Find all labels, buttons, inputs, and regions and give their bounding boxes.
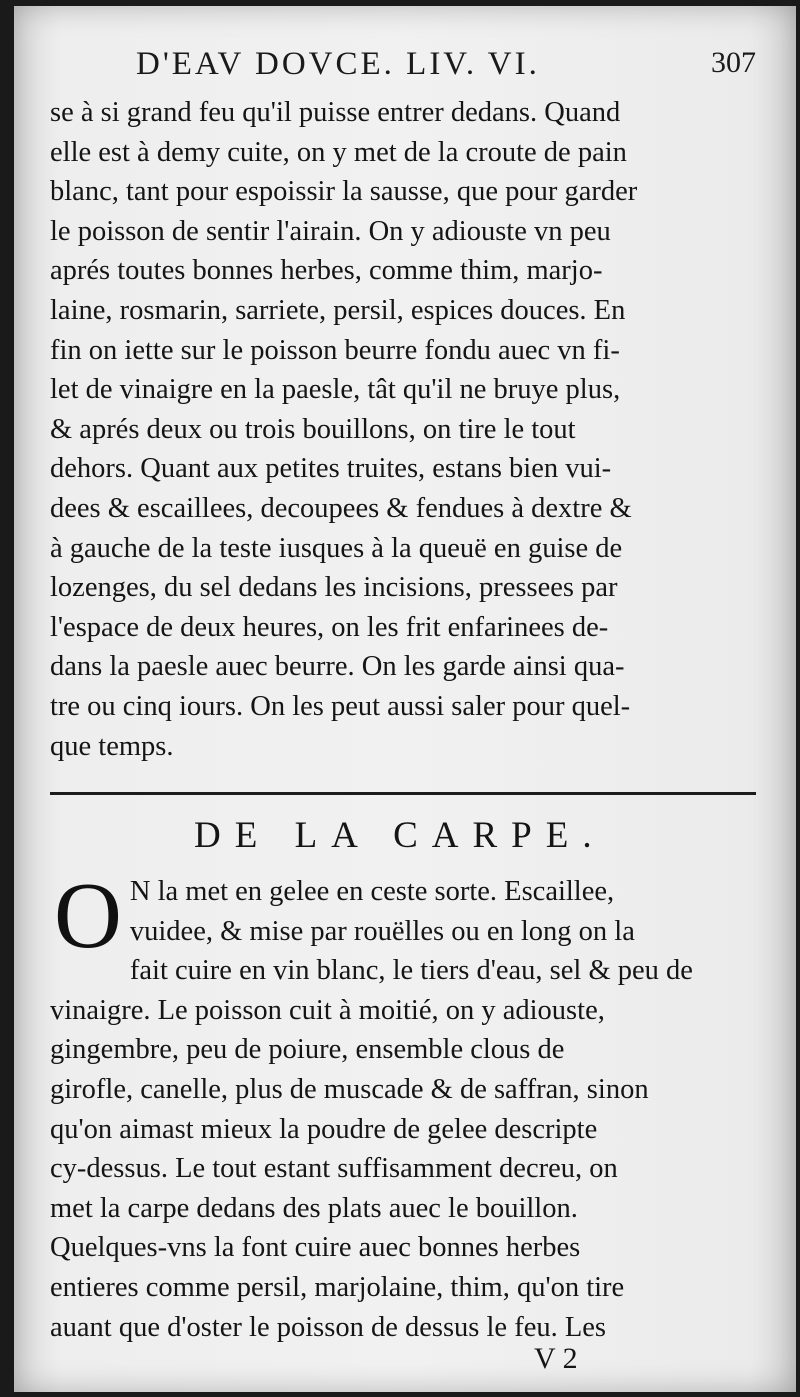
running-title: D'EAV DOVCE. LIV. VI. bbox=[136, 46, 540, 82]
text-line: fin on iette sur le poisson beurre fondu auec vn fi- bbox=[50, 334, 620, 366]
text-line: laine, rosmarin, sarriete, persil, espices douces. En bbox=[50, 294, 626, 326]
text-line: N la met en gelee en ceste sorte. Escaillee, bbox=[129, 876, 615, 907]
section-divider bbox=[50, 792, 756, 795]
text-line: à gauche de la teste iusques à la queuë en guise de bbox=[50, 532, 623, 564]
text-line: se à si grand feu qu'il puisse entrer dedans. Quand bbox=[50, 97, 621, 128]
text-line: fait cuire en vin blanc, le tiers d'eau, sel & peu de bbox=[129, 955, 693, 987]
section-title: DE LA CARPE. bbox=[194, 815, 606, 856]
text-line: cy-dessus. Le tout estant suffisamment decreu, on bbox=[50, 1153, 618, 1185]
text-line: gingembre, peu de poiure, ensemble clous de bbox=[50, 1034, 565, 1066]
text-line: Quelques-vns la font cuire auec bonnes herbes bbox=[50, 1232, 581, 1264]
section-body-text bbox=[50, 864, 766, 1347]
signature-mark: V 2 bbox=[534, 1342, 578, 1375]
text-line: lozenges, du sel dedans les incisions, pressees par bbox=[50, 572, 618, 604]
body-text bbox=[50, 93, 766, 766]
text-line: elle est à demy cuite, on y met de la croute de pain bbox=[50, 136, 627, 168]
text-line: vinaigre. Le poisson cuit à moitié, on y adiouste, bbox=[50, 994, 605, 1026]
text-line: met la carpe dedans des plats auec le bouillon. bbox=[50, 1192, 578, 1224]
text-line: qu'on aimast mieux la poudre de gelee descripte bbox=[50, 1113, 598, 1145]
text-line: vuidee, & mise par rouëlles ou en long on la bbox=[129, 915, 635, 947]
book-page bbox=[14, 6, 796, 1392]
text-line: & aprés deux ou trois bouillons, on tire le tout bbox=[50, 413, 576, 445]
text-line: aprés toutes bonnes herbes, comme thim, marjo- bbox=[50, 255, 603, 287]
text-line: tre ou cinq iours. On les peut aussi saler pour quel- bbox=[50, 690, 631, 722]
page-header bbox=[136, 46, 756, 86]
text-line: auant que d'oster le poisson de dessus le feu. Les bbox=[50, 1311, 607, 1343]
drop-cap: O bbox=[54, 864, 122, 968]
text-line: let de vinaigre en la paesle, tât qu'il ne bruye plus, bbox=[50, 374, 621, 406]
text-line: blanc, tant pour espoissir la sausse, que pour garder bbox=[50, 176, 638, 208]
text-line: que temps. bbox=[50, 730, 174, 762]
text-line: entieres comme persil, marjolaine, thim, qu'on tire bbox=[50, 1271, 625, 1303]
text-line: girofle, canelle, plus de muscade & de saffran, sinon bbox=[50, 1073, 649, 1105]
text-line: dees & escaillees, decoupees & fendues à dextre & bbox=[50, 492, 632, 524]
page-number: 307 bbox=[711, 46, 756, 79]
text-line: dans la paesle auec beurre. On les garde ainsi qua- bbox=[50, 651, 625, 683]
text-line: dehors. Quant aux petites truites, estans bien vui- bbox=[50, 453, 612, 485]
text-line: le poisson de sentir l'airain. On y adiouste vn peu bbox=[50, 215, 611, 247]
text-line: l'espace de deux heures, on les frit enfarinees de- bbox=[50, 611, 609, 643]
